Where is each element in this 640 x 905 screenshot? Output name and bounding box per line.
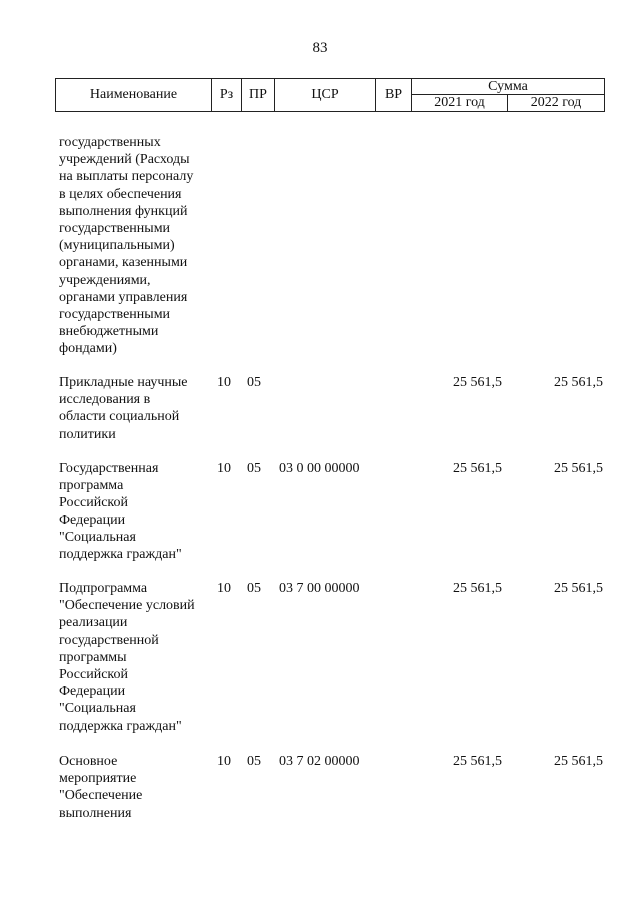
header-pr: ПР xyxy=(242,79,275,111)
row-csr: 03 7 02 00000 xyxy=(279,754,360,769)
row-sum-2021: 25 561,5 xyxy=(453,581,502,596)
row-name: государственных учреждений (Расходы на выплаты персоналу в целях обеспечения выполнения функций государственными (муниципальными) органами, казенными учреждениями, органами управления государственными внебюджетными фондами) xyxy=(59,135,194,357)
header-rz: Рз xyxy=(212,79,242,111)
row-pr: 05 xyxy=(247,754,261,769)
header-vr: ВР xyxy=(376,79,412,111)
row-rz: 10 xyxy=(217,461,231,476)
page-number: 83 xyxy=(312,40,328,56)
row-name: Государственная программа Российской Федерации "Социальная поддержка граждан" xyxy=(59,461,182,563)
row-name: Основное мероприятие "Обеспечение выполнения xyxy=(59,754,143,821)
row-name: Прикладные научные исследования в области социальной политики xyxy=(59,375,188,442)
row-rz: 10 xyxy=(217,754,231,769)
row-sum-2022: 25 561,5 xyxy=(554,461,603,476)
row-sum-2021: 25 561,5 xyxy=(453,461,502,476)
row-pr: 05 xyxy=(247,375,261,390)
row-sum-2022: 25 561,5 xyxy=(554,581,603,596)
row-pr: 05 xyxy=(247,581,261,596)
header-sum: Сумма xyxy=(412,79,604,95)
row-sum-2022: 25 561,5 xyxy=(554,375,603,390)
header-csr: ЦСР xyxy=(275,79,376,111)
header-name: Наименование xyxy=(56,79,212,111)
row-csr: 03 0 00 00000 xyxy=(279,461,360,476)
row-csr: 03 7 00 00000 xyxy=(279,581,360,596)
table-header xyxy=(55,78,605,112)
row-sum-2022: 25 561,5 xyxy=(554,754,603,769)
header-year-2021: 2021 год xyxy=(412,95,508,111)
row-sum-2021: 25 561,5 xyxy=(453,375,502,390)
row-pr: 05 xyxy=(247,461,261,476)
row-rz: 10 xyxy=(217,581,231,596)
row-name: Подпрограмма "Обеспечение условий реализации государственной программы Российской Федерации "Социальная поддержка граждан" xyxy=(59,581,195,734)
row-rz: 10 xyxy=(217,375,231,390)
row-sum-2021: 25 561,5 xyxy=(453,754,502,769)
header-year-2022: 2022 год xyxy=(530,95,582,110)
